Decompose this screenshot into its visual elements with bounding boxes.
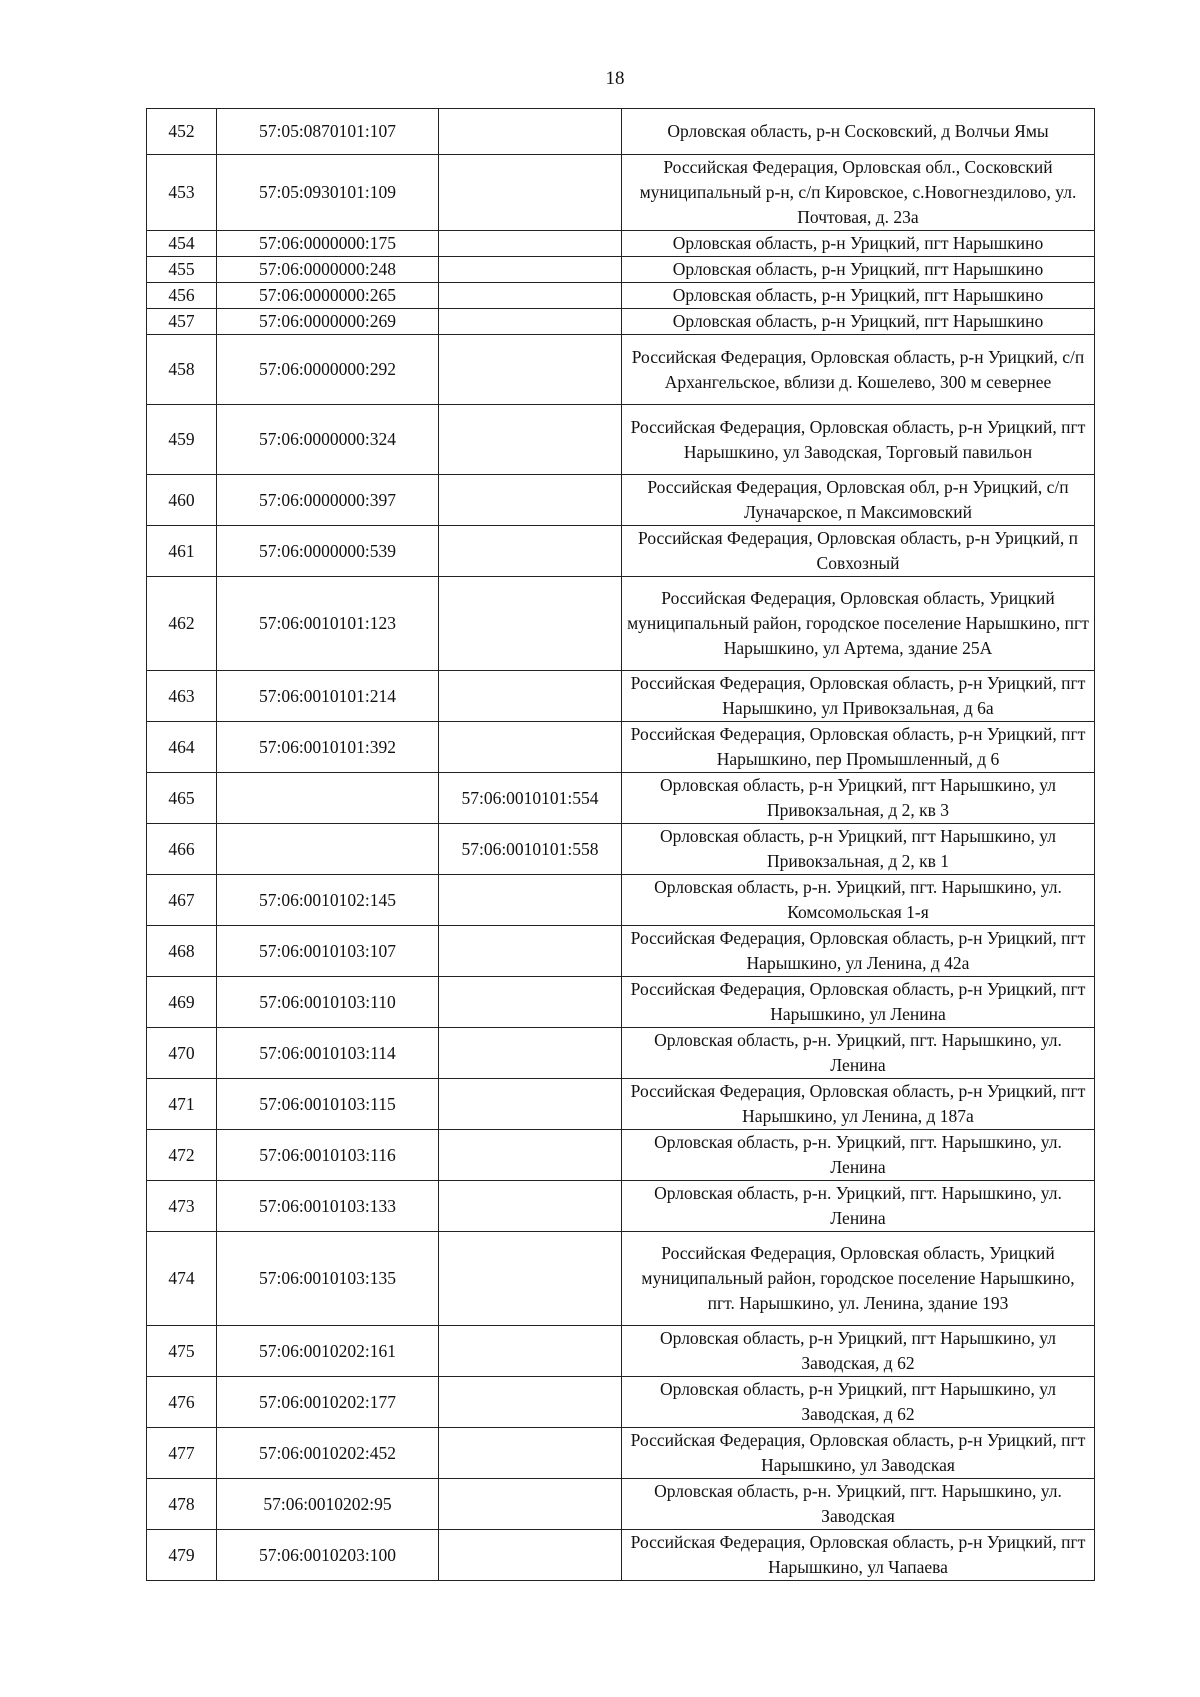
cadastral-number-extra: [439, 1181, 622, 1232]
table-row: [147, 1232, 1095, 1326]
address: Российская Федерация, Орловская область, р-н Урицкий, пгт Нарышкино, ул Ленина: [622, 977, 1095, 1028]
table-row: [147, 577, 1095, 671]
row-number: 472: [147, 1130, 217, 1181]
cadastral-number: 57:06:0010102:145: [217, 875, 439, 926]
address: Орловская область, р-н Урицкий, пгт Нарышкино: [622, 257, 1095, 283]
row-number: 476: [147, 1377, 217, 1428]
cadastral-number: 57:06:0010202:161: [217, 1326, 439, 1377]
cadastral-number-extra: [439, 875, 622, 926]
table-row: [147, 824, 1095, 875]
property-registry-table: [146, 108, 1095, 1581]
cadastral-number: [217, 824, 439, 875]
cadastral-number: 57:06:0000000:265: [217, 283, 439, 309]
row-number: 468: [147, 926, 217, 977]
row-number: 458: [147, 335, 217, 405]
cadastral-number: 57:06:0000000:248: [217, 257, 439, 283]
address: Российская Федерация, Орловская обл., Сосковский муниципальный р-н, с/п Кировское, с.Новогнездилово, ул. Почтовая, д. 23а: [622, 155, 1095, 231]
address: Российская Федерация, Орловская область, р-н Урицкий, пгт Нарышкино, ул Чапаева: [622, 1530, 1095, 1581]
address: Российская Федерация, Орловская область, р-н Урицкий, с/п Архангельское, вблизи д. Кошелево, 300 м севернее: [622, 335, 1095, 405]
cadastral-number-extra: [439, 1130, 622, 1181]
cadastral-number-extra: [439, 1232, 622, 1326]
table-row: [147, 1377, 1095, 1428]
cadastral-number-extra: [439, 977, 622, 1028]
table-row: [147, 773, 1095, 824]
cadastral-number: 57:06:0010103:114: [217, 1028, 439, 1079]
address: Орловская область, р-н Урицкий, пгт Нарышкино: [622, 283, 1095, 309]
row-number: 454: [147, 231, 217, 257]
cadastral-number-extra: [439, 231, 622, 257]
table-row: [147, 1028, 1095, 1079]
row-number: 471: [147, 1079, 217, 1130]
table-row: [147, 309, 1095, 335]
address: Орловская область, р-н Урицкий, пгт Нарышкино: [622, 231, 1095, 257]
row-number: 474: [147, 1232, 217, 1326]
row-number: 475: [147, 1326, 217, 1377]
address: Орловская область, р-н. Урицкий, пгт. Нарышкино, ул. Ленина: [622, 1028, 1095, 1079]
table-row: [147, 1079, 1095, 1130]
table-row: [147, 257, 1095, 283]
row-number: 479: [147, 1530, 217, 1581]
row-number: 457: [147, 309, 217, 335]
address: Орловская область, р-н Сосковский, д Волчьи Ямы: [622, 109, 1095, 155]
cadastral-number: 57:06:0010103:133: [217, 1181, 439, 1232]
cadastral-number-extra: [439, 475, 622, 526]
cadastral-number: 57:06:0010101:214: [217, 671, 439, 722]
cadastral-number-extra: [439, 722, 622, 773]
row-number: 463: [147, 671, 217, 722]
cadastral-number: 57:06:0010202:95: [217, 1479, 439, 1530]
cadastral-number-extra: [439, 1326, 622, 1377]
cadastral-number-extra: [439, 1479, 622, 1530]
cadastral-number-extra: [439, 405, 622, 475]
cadastral-number: 57:06:0010103:135: [217, 1232, 439, 1326]
cadastral-number-extra: [439, 257, 622, 283]
table-row: [147, 283, 1095, 309]
table-row: [147, 671, 1095, 722]
table-row: [147, 1530, 1095, 1581]
row-number: 452: [147, 109, 217, 155]
address: Российская Федерация, Орловская область, р-н Урицкий, пгт Нарышкино, ул Заводская, Торговый павильон: [622, 405, 1095, 475]
address: Российская Федерация, Орловская область, р-н Урицкий, п Совхозный: [622, 526, 1095, 577]
address: Российская Федерация, Орловская область, р-н Урицкий, пгт Нарышкино, ул Заводская: [622, 1428, 1095, 1479]
row-number: 456: [147, 283, 217, 309]
row-number: 470: [147, 1028, 217, 1079]
cadastral-number-extra: [439, 671, 622, 722]
cadastral-number-extra: [439, 1377, 622, 1428]
cadastral-number-extra: [439, 577, 622, 671]
cadastral-number: 57:06:0000000:292: [217, 335, 439, 405]
cadastral-number: 57:06:0010202:452: [217, 1428, 439, 1479]
cadastral-number: 57:06:0010101:392: [217, 722, 439, 773]
cadastral-number-extra: [439, 335, 622, 405]
table-row: [147, 1428, 1095, 1479]
row-number: 459: [147, 405, 217, 475]
table-row: [147, 977, 1095, 1028]
cadastral-number-extra: [439, 1028, 622, 1079]
table-row: [147, 109, 1095, 155]
row-number: 477: [147, 1428, 217, 1479]
row-number: 453: [147, 155, 217, 231]
cadastral-number: 57:06:0000000:397: [217, 475, 439, 526]
address: Орловская область, р-н. Урицкий, пгт. Нарышкино, ул. Ленина: [622, 1130, 1095, 1181]
cadastral-number-extra: [439, 1079, 622, 1130]
address: Орловская область, р-н. Урицкий, пгт. Нарышкино, ул. Ленина: [622, 1181, 1095, 1232]
table-row: [147, 405, 1095, 475]
cadastral-number: 57:06:0010103:107: [217, 926, 439, 977]
address: Орловская область, р-н Урицкий, пгт Нарышкино: [622, 309, 1095, 335]
address: Российская Федерация, Орловская область, р-н Урицкий, пгт Нарышкино, ул Ленина, д 42а: [622, 926, 1095, 977]
address: Орловская область, р-н Урицкий, пгт Нарышкино, ул Заводская, д 62: [622, 1377, 1095, 1428]
table-row: [147, 926, 1095, 977]
row-number: 473: [147, 1181, 217, 1232]
row-number: 466: [147, 824, 217, 875]
cadastral-number-extra: [439, 926, 622, 977]
cadastral-number: 57:06:0010202:177: [217, 1377, 439, 1428]
address: Российская Федерация, Орловская обл, р-н Урицкий, с/п Луначарское, п Максимовский: [622, 475, 1095, 526]
table-row: [147, 526, 1095, 577]
cadastral-number: 57:06:0000000:269: [217, 309, 439, 335]
address: Российская Федерация, Орловская область, р-н Урицкий, пгт Нарышкино, ул Ленина, д 187а: [622, 1079, 1095, 1130]
row-number: 478: [147, 1479, 217, 1530]
table-row: [147, 231, 1095, 257]
address: Орловская область, р-н Урицкий, пгт Нарышкино, ул Привокзальная, д 2, кв 1: [622, 824, 1095, 875]
address: Российская Федерация, Орловская область, Урицкий муниципальный район, городское поселение Нарышкино, пгт Нарышкино, ул Артема, здание 25А: [622, 577, 1095, 671]
cadastral-number-extra: [439, 283, 622, 309]
cadastral-number: 57:06:0010103:116: [217, 1130, 439, 1181]
cadastral-number-extra: [439, 526, 622, 577]
row-number: 469: [147, 977, 217, 1028]
row-number: 461: [147, 526, 217, 577]
cadastral-number-extra: [439, 1530, 622, 1581]
page-number: 18: [605, 68, 625, 89]
table-row: [147, 875, 1095, 926]
cadastral-number-extra: [439, 155, 622, 231]
table-row: [147, 1326, 1095, 1377]
table-row: [147, 1130, 1095, 1181]
address: Российская Федерация, Орловская область, р-н Урицкий, пгт Нарышкино, пер Промышленный, д 6: [622, 722, 1095, 773]
cadastral-number: [217, 773, 439, 824]
address: Орловская область, р-н Урицкий, пгт Нарышкино, ул Заводская, д 62: [622, 1326, 1095, 1377]
table-row: [147, 155, 1095, 231]
table-row: [147, 1479, 1095, 1530]
row-number: 460: [147, 475, 217, 526]
cadastral-number-extra: 57:06:0010101:554: [439, 773, 622, 824]
cadastral-number: 57:06:0010203:100: [217, 1530, 439, 1581]
cadastral-number: 57:06:0010103:110: [217, 977, 439, 1028]
cadastral-number: 57:06:0000000:539: [217, 526, 439, 577]
address: Орловская область, р-н. Урицкий, пгт. Нарышкино, ул. Заводская: [622, 1479, 1095, 1530]
cadastral-number-extra: [439, 309, 622, 335]
table-row: [147, 335, 1095, 405]
cadastral-number-extra: 57:06:0010101:558: [439, 824, 622, 875]
table-row: [147, 722, 1095, 773]
row-number: 462: [147, 577, 217, 671]
cadastral-number: 57:06:0010101:123: [217, 577, 439, 671]
row-number: 464: [147, 722, 217, 773]
cadastral-number: 57:05:0930101:109: [217, 155, 439, 231]
table-row: [147, 1181, 1095, 1232]
cadastral-number: 57:06:0000000:175: [217, 231, 439, 257]
address: Орловская область, р-н Урицкий, пгт Нарышкино, ул Привокзальная, д 2, кв 3: [622, 773, 1095, 824]
table-row: [147, 475, 1095, 526]
row-number: 465: [147, 773, 217, 824]
cadastral-number: 57:06:0000000:324: [217, 405, 439, 475]
cadastral-number-extra: [439, 1428, 622, 1479]
cadastral-number: 57:06:0010103:115: [217, 1079, 439, 1130]
cadastral-number: 57:05:0870101:107: [217, 109, 439, 155]
address: Российская Федерация, Орловская область, р-н Урицкий, пгт Нарышкино, ул Привокзальная, д 6а: [622, 671, 1095, 722]
address: Орловская область, р-н. Урицкий, пгт. Нарышкино, ул. Комсомольская 1-я: [622, 875, 1095, 926]
cadastral-number-extra: [439, 109, 622, 155]
address: Российская Федерация, Орловская область, Урицкий муниципальный район, городское поселение Нарышкино, пгт. Нарышкино, ул. Ленина, здание 193: [622, 1232, 1095, 1326]
row-number: 467: [147, 875, 217, 926]
row-number: 455: [147, 257, 217, 283]
